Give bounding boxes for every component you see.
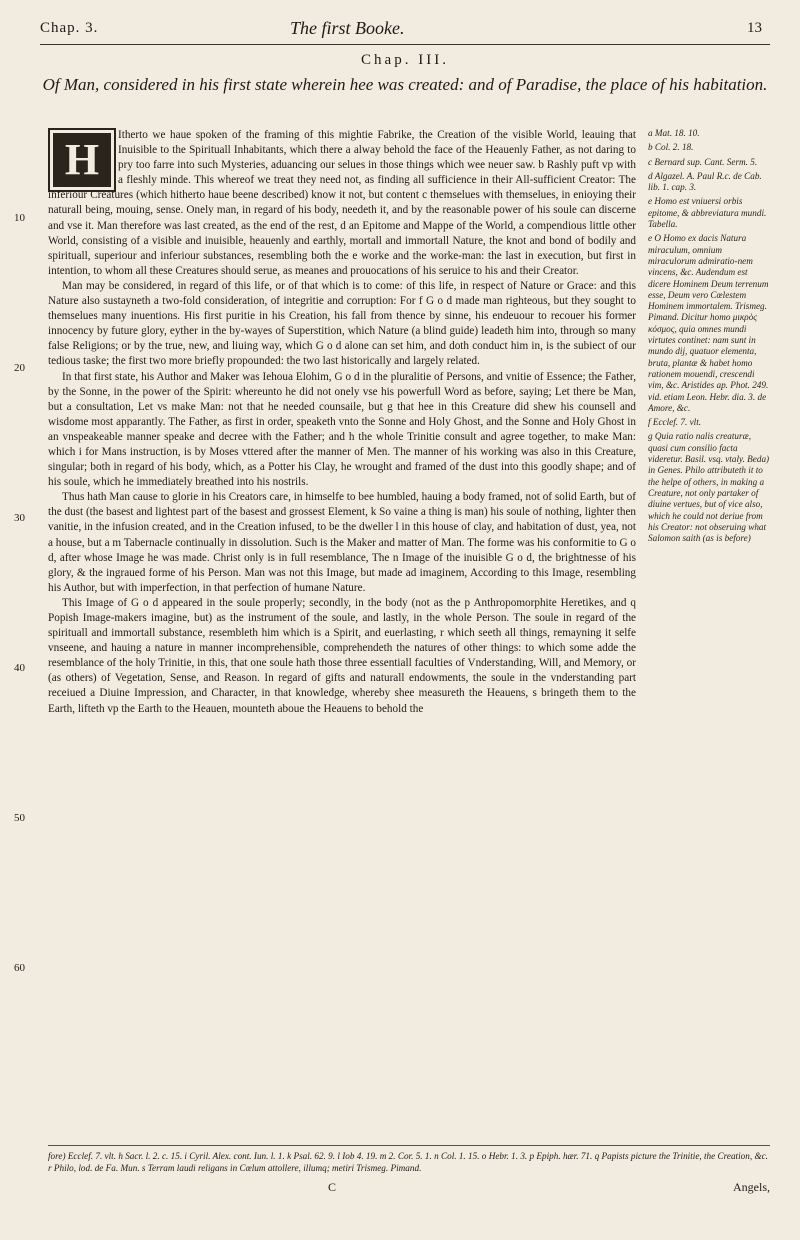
- margin-note: d Algazel. A. Paul R.c. de Cab. lib. 1. cap. 3.: [648, 170, 762, 193]
- catchword: Angels,: [733, 1180, 770, 1194]
- paragraph: This Image of G o d appeared in the soule properly; secondly, in the body (not as the p Anthropomorphite Heretikes, and q Popish Image-makers imagine, but) as the instrument of the soule, and lastly, in the whole Person. The soule in regard of the spirituall and immortall substance, resembleth him which is a Spirit, and euerlasting, r which seeth all things, remayning it selfe vnseene, and hauing a nature in manner incomprehensible, comprehendeth the natures of other things: to which some adde the resemblance of the holy Trinitie, in this, that one soule hath those three essentiall faculties of Vnderstanding, Will, and Memory, or (as others) of Vegetation, Sense, and Reason. In regard of gifts and naturall endowments, the soule in the vnderstanding part receiued a Diuine Impression, and Character, in that knowledge, whereby shee measureth the Heauens, s bringeth them to the Earth, lifteth vp the Earth to the Heauen, mounteth aboue the Heauens to behold the: [48, 596, 636, 715]
- line-number: 40: [14, 662, 25, 674]
- header-chapter: Chap. 3.: [40, 20, 99, 36]
- ornamental-initial: H: [48, 128, 116, 192]
- page-number: 13: [747, 20, 762, 36]
- footnote-rule: [48, 1145, 770, 1146]
- paragraph: [48, 128, 636, 279]
- paragraph: Man may be considered, in regard of this life, or of that which is to come: of this life, in respect of Nature or Grace: and this Nature also sustayneth a two-fold consideration, of integritie and corruption: For f G o d made man righteous, but they sought to themselues many inuentions. His first puritie in his Creation, his fall from thence by sinne, his endeuour to recouer his former innocency by future glory, eyther in the by-wayes of Superstition, which Nature (a blind guide) leadeth him into, through so many false Religions; or by the true, new, and liuing way, which G o d alone can set him, and doth conduct him in, is the subiect of our tedious taske; the first two more briefly propounded: the two last historically and largely related.: [48, 279, 636, 368]
- running-header: [40, 18, 770, 42]
- page-foot: [48, 1180, 770, 1200]
- header-title: The first Booke.: [290, 18, 405, 38]
- footnotes: fore) Ecclef. 7. vlt. h Sacr. l. 2. c. 15. i Cyril. Alex. cont. Iun. l. 1. k Psal. 62. 9. l Iob 4. 19. m 2. Cor. 5. 1. n Col. 1. 15. o Hebr. 1. 3. p Epiph. hær. 71. q Papists picture the Trinitie, the Creation, &c. r Philo, lod. de Fa. Mun. s Terram laudi religans in Cœlum attollere, illumq; metiri Trismeg. Pimand.: [48, 1151, 768, 1173]
- signature-mark: C: [328, 1180, 337, 1194]
- line-number: 60: [14, 962, 25, 974]
- line-number: 20: [14, 362, 25, 374]
- paragraph-text: Itherto we haue spoken of the framing of this mightie Fabrike, the Creation of the visible World, leauing that Inuisible to the Spirituall Inhabitants, which there a alway behold the face of the Heauenly Father, as not daring to pry too farre into such Mysteries, aduancing our selues in those things which wee neuer saw. b Rashly puft vp with a fleshly minde. This whereof we treat they need not, as finding all sufficience in their All-sufficient Creator: The inferiour Creatures (which hitherto haue beene described) know it not, but content c themselues with themselues, in enioying their naturall being, mouing, sense. Onely man, in regard of his body, needeth it, and by the reasonable power of his soule can discerne and vse it. Man therefore was last created, as the end of the rest, d an Epitome and Mappe of the World, a compendious little other World, consisting of a visible and inuisible, heauenly and earthly, mortall and immortall Nature, the knot and bond of bodily and spirituall, superiour and inferiour substances, resembling both the e worke and the worke-man: the last in execution, but first in intention, to whom all these Creatures should serue, as meanes and prouocations of his seruice to his and their Creator.: [48, 129, 636, 277]
- chapter-heading: Chap. III.: [361, 52, 449, 68]
- margin-note: g Quia ratio nalis creaturæ, quasi cum consilio facta videretur. Basil. vsq. vtaly. Beda) in Genes. Philo attributeth it to the helpe of others, in making a Creature, not only partaker of diuine vertues, but of vice also, which he could not deriue from his Creator: not obseruing what Salomon saith (as is before): [648, 431, 770, 544]
- paragraph: Thus hath Man cause to glorie in his Creators care, in himselfe to bee humbled, hauing a body framed, not of solid Earth, but of the dust (the basest and lightest part of the basest and grossest Element, k So vaine a thing is man) his soule of nothing, lighter then vanitie, in the infusion created, and in the Creation infused, to be the dweller l in this house of clay, and habitation of dust, yea, not a house, but a m Tabernacle continually in dissolution. Such is the Maker and matter of Man. The forme was his conformitie to G o d, after whose Image he was made. Christ only is in full resemblance, The n Image of the inuisible G o d, the brightnesse of his glory, & the ingraued forme of his Person. Man was not this Image, but made ad imaginem, According to this Image, resembling his Author, but with imperfection, in that perfection of humane Nature.: [48, 491, 636, 594]
- main-text: [48, 128, 636, 717]
- margin-note: b Col. 2. 18.: [648, 142, 694, 153]
- marginal-notes: [648, 128, 770, 547]
- header-rule: [40, 44, 770, 45]
- paragraph: In that first state, his Author and Maker was Iehoua Elohim, G o d in the pluralitie of Persons, and vnitie of Essence; the Father, by the Sonne, in the power of the Spirit: whereunto he did not onely vse his powerfull Word as before, saying; Let there be Man, but a consultation, Let vs make Man: not that he needed counsaile, but g that hee in this Creature did shew his counsell and wisdome most apparantly. The Father, as first in order, speaketh vnto the Sonne and Holy Ghost, and the Sonne and Holy Ghost in an vnspeakeable manner speake and decree with the Father; and h the whole Trinitie consult and agree together, to make Man: which i for Mans instruction, is by Moses vttered after the manner of Men. The manner of his working was also in this Creature, singular; both in regard of his body, which, as a Potter his Clay, he wrought and framed of the dust into this goodly shape; and of his soule, which he immediately breathed into his nostrils.: [48, 370, 636, 489]
- margin-note: c Bernard sup. Cant. Serm. 5.: [648, 156, 758, 167]
- margin-note: e Homo est vniuersi orbis epitome, & abbreviatura mundi. Tabella.: [648, 196, 767, 230]
- margin-note: f Ecclef. 7. vlt.: [648, 417, 702, 428]
- line-number: 10: [14, 212, 25, 224]
- line-number: 30: [14, 512, 25, 524]
- line-number: 50: [14, 812, 25, 824]
- line-numbers: [14, 128, 36, 1028]
- margin-note: a Mat. 18. 10.: [648, 128, 700, 138]
- margin-note: e O Homo ex dacis Natura miraculum, omnium miraculorum admiratio-nem vincens, &c. Audendum est dicere Hominem Deum terrenum esse, Deum vero Cœlestem Hominem immortalem. Trismeg. Pimand. Dicitur homo μικρὸς κόσμος, quia omnes mundi virtutes continet: nam sunt in mundo dij, quatuor elementa, bruta, plantæ & habet homo rationem mouendi, crescendi vim, &c. Aristides ap. Phot. 249. vid. etiam Leon. Hebr. dia. 3. de Amore, &c.: [648, 233, 769, 413]
- chapter-subtitle: Of Man, considered in his first state wherein hee was created: and of Paradise, the place of his habitation.: [42, 75, 768, 94]
